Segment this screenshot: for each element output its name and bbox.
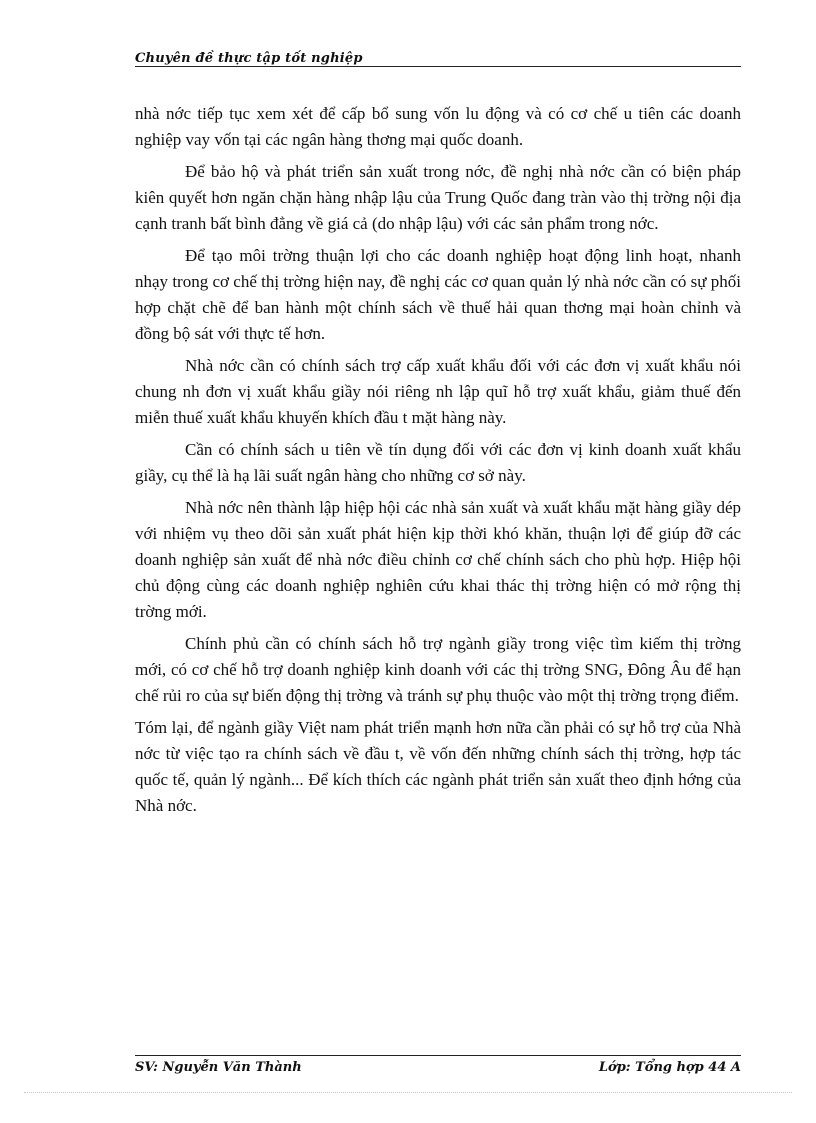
paragraph: Cần có chính sách u tiên về tín dụng đối với các đơn vị kinh doanh xuất khẩu giầy, cụ thể là hạ lãi suất ngân hàng cho những cơ sở này. — [135, 440, 741, 485]
paragraph: nhà nớc tiếp tục xem xét để cấp bổ sung vốn lu động và có cơ chế u tiên các doanh nghiệp vay vốn tại các ngân hàng thơng mại quốc doanh. — [135, 104, 741, 149]
page-bottom-divider — [24, 1092, 792, 1093]
page-header — [135, 46, 741, 67]
paragraph: Tóm lại, để ngành giầy Việt nam phát triển mạnh hơn nữa cần phải có sự hỗ trợ của Nhà nớc từ việc tạo ra chính sách về đầu t, về vốn đến những chính sách thị trờng, hợp tác quốc tế, quản lý ngành... Để kích thích các ngành phát triển sản xuất theo định hớng của Nhà nớc. — [135, 718, 741, 815]
paragraph: Nhà nớc nên thành lập hiệp hội các nhà sản xuất và xuất khẩu mặt hàng giầy dép với nhiệm vụ theo dõi sản xuất phát hiện kịp thời khó khăn, thuận lợi để giúp đỡ các doanh nghiệp sản xuất để nhà nớc điều chỉnh cơ chế chính sách cho phù hợp. Hiệp hội chủ động cùng các doanh nghiệp nghiên cứu khai thác thị trờng hiện có mở rộng thị trờng mới. — [135, 498, 741, 621]
paragraph: Để tạo môi trờng thuận lợi cho các doanh nghiệp hoạt động linh hoạt, nhanh nhạy trong cơ chế thị trờng hiện nay, đề nghị các cơ quan quản lý nhà nớc cần có sự phối hợp chặt chẽ để ban hành một chính sách về thuế hải quan thơng mại hoàn chỉnh và đồng bộ sát với thực tế hơn. — [135, 246, 741, 343]
footer-student-name: SV: Nguyễn Văn Thành — [135, 1060, 302, 1075]
paragraph: Nhà nớc cần có chính sách trợ cấp xuất khẩu đối với các đơn vị xuất khẩu nói chung nh đơn vị xuất khẩu giầy nói riêng nh lập quĩ hỗ trợ xuất khẩu, giảm thuế đến miễn thuế xuất khẩu khuyến khích đầu t mặt hàng này. — [135, 356, 741, 427]
paragraph: Để bảo hộ và phát triển sản xuất trong nớc, đề nghị nhà nớc cần có biện pháp kiên quyết hơn ngăn chặn hàng nhập lậu của Trung Quốc đang tràn vào thị trờng nội địa cạnh tranh bất bình đẳng về giá cả (do nhập lậu) với các sản phẩm trong nớc. — [135, 162, 741, 233]
document-body — [135, 101, 741, 825]
header-title: Chuyên đề thực tập tốt nghiệp — [135, 51, 363, 66]
paragraph: Chính phủ cần có chính sách hỗ trợ ngành giầy trong việc tìm kiếm thị trờng mới, có cơ chế hỗ trợ doanh nghiệp kinh doanh với các thị trờng SNG, Đông Âu để hạn chế rủi ro của sự biến động thị trờng và tránh sự phụ thuộc vào một thị trờng trọng điểm. — [135, 634, 741, 705]
footer-class: Lớp: Tổng hợp 44 A — [598, 1060, 741, 1075]
page-footer — [135, 1055, 741, 1076]
